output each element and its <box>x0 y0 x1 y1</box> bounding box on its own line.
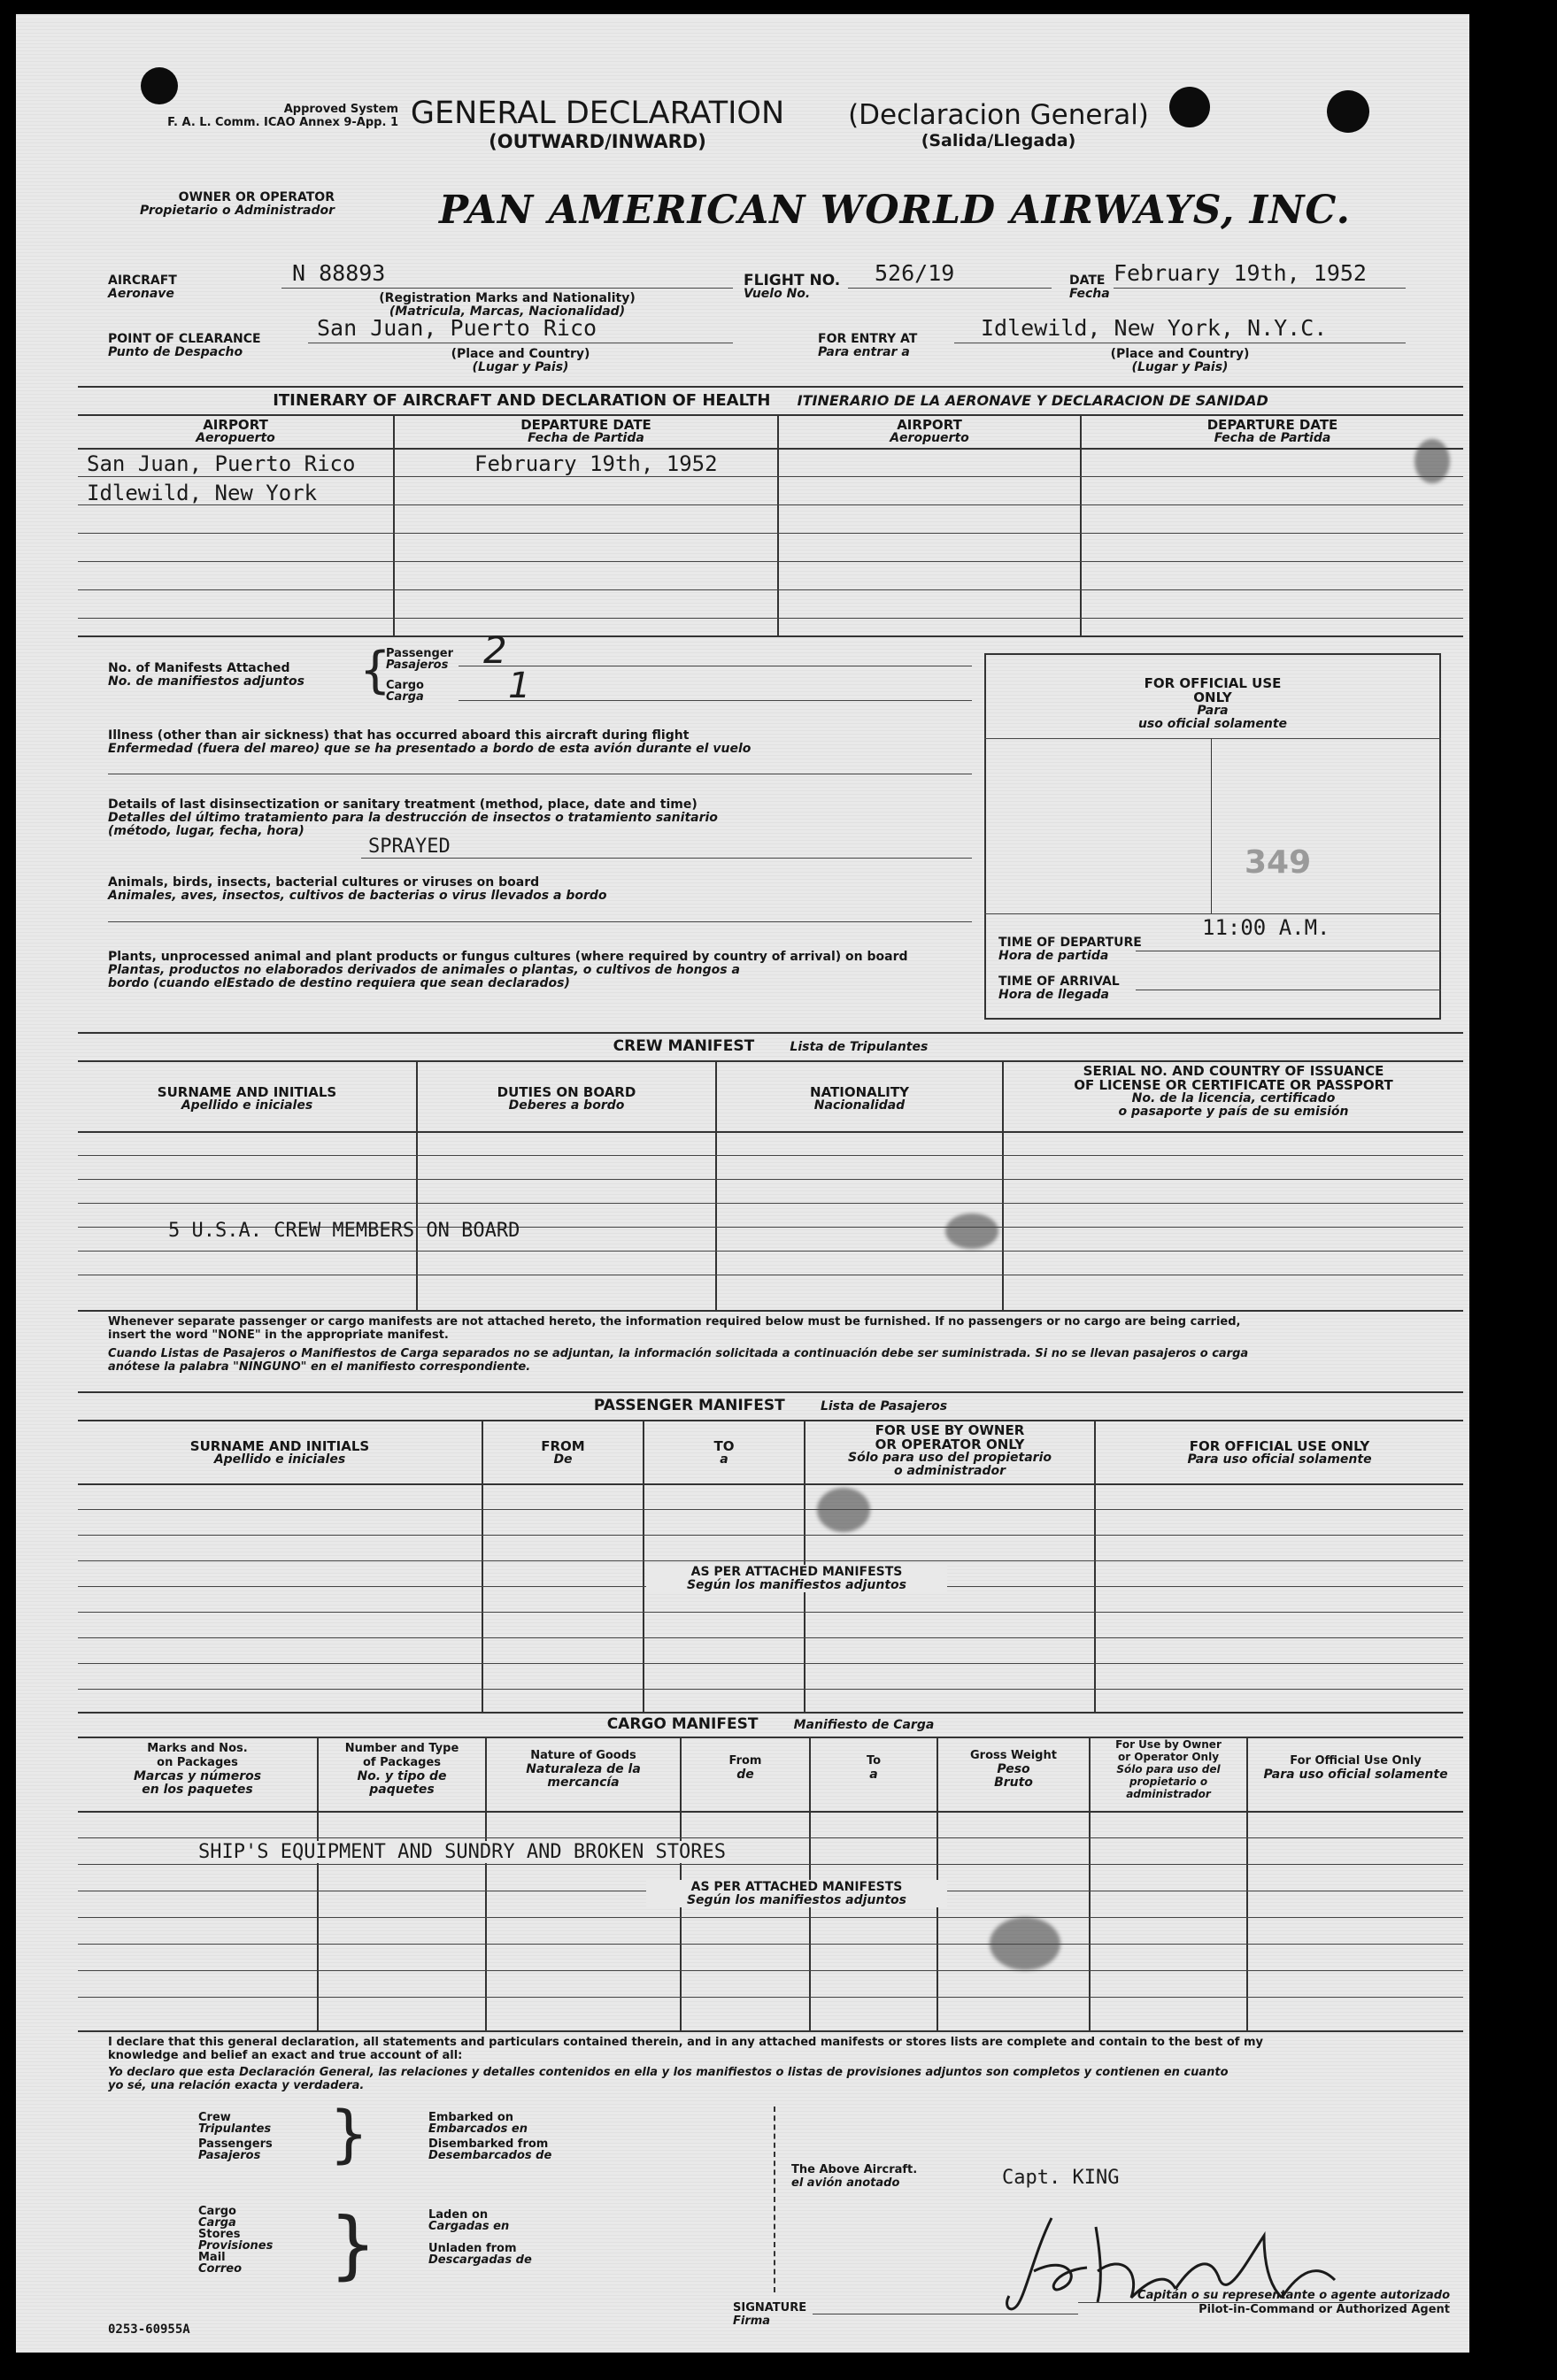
col-number-es1: No. y tipo de <box>357 1769 447 1783</box>
brace-icon: { <box>359 642 391 699</box>
decl-crew-label-es: Tripulantes <box>198 2122 272 2136</box>
ink-stain <box>817 1488 870 1532</box>
departure-time-label <box>998 936 1142 963</box>
itinerary-row1-airport: San Juan, Puerto Rico <box>87 451 356 476</box>
decl-cargo-label: Cargo <box>198 2205 236 2218</box>
owner-label-es: Propietario o Administrador <box>140 204 335 218</box>
col-departure: DEPARTURE DATE <box>1206 417 1338 433</box>
notice-es-1: Cuando Listas de Pasajeros o Manifiestos de Carga separados no se adjuntan, la información solicitada a continuación debe ser suministrada. Si no se llevan pasajeros o carga <box>108 1347 1249 1360</box>
decl-unladen-es: Descargadas de <box>428 2253 532 2267</box>
cargo-count: 1 <box>508 666 531 706</box>
crew-pax-labels <box>198 2112 273 2161</box>
flight-label <box>744 274 840 301</box>
itinerary-col-departure-1 <box>395 418 777 445</box>
decl-laden: Laden on <box>428 2208 489 2222</box>
itinerary-heading <box>78 391 1463 410</box>
captain-name: Capt. KING <box>1002 2167 1120 2189</box>
place-note-es: (Lugar y Pais) <box>472 360 569 374</box>
cargo-attached-es: Según los manifiestos adjuntos <box>686 1893 907 1907</box>
col-weight-es1: Peso <box>997 1762 1030 1776</box>
itinerary-col-airport-2 <box>779 418 1080 445</box>
notice-en-2: insert the word "NONE" in the appropriate manifest. <box>108 1329 449 1342</box>
col-serial-1: SERIAL NO. AND COUNTRY OF ISSUANCE <box>1083 1063 1384 1079</box>
official-label-en: FOR OFFICIAL USE ONLY <box>1144 675 1282 705</box>
declaration-statement <box>108 2036 1263 2092</box>
col-weight-es2: Bruto <box>994 1775 1033 1790</box>
decl-embarked: Embarked on <box>428 2111 514 2124</box>
itinerary-heading-en: ITINERARY OF AIRCRAFT AND DECLARATION OF HEALTH <box>273 391 771 410</box>
declaration-date: February 19th, 1952 <box>1114 260 1367 286</box>
pax-col-owner <box>805 1423 1094 1478</box>
col-serial-es1: No. de la licencia, certificado <box>1131 1091 1336 1105</box>
form-number: 0253-60955A <box>108 2322 190 2337</box>
registration-note-en: (Registration Marks and Nationality) <box>379 291 636 305</box>
brace-icon: } <box>329 2098 369 2170</box>
declaration-es-2: yo sé, una relación exacta y verdadera. <box>108 2079 365 2092</box>
disinsection-value: SPRAYED <box>368 836 451 858</box>
col-owner-1: For Use by Owner <box>1115 1738 1222 1751</box>
embarked-labels <box>428 2112 551 2161</box>
col-marks-es2: en los paquetes <box>142 1783 253 1797</box>
decl-passengers-label: Passengers <box>198 2137 273 2151</box>
operator-name: PAN AMERICAN WORLD AIRWAYS, INC. <box>439 188 1351 233</box>
cargo-attached-note <box>646 1880 947 1907</box>
cargo-col-nature <box>487 1749 680 1790</box>
above-aircraft-es: el avión anotado <box>791 2176 900 2190</box>
decl-laden-es: Cargadas en <box>428 2220 510 2233</box>
itinerary-col-airport-1 <box>78 418 393 445</box>
crew-heading-es: Lista de Tripulantes <box>790 1040 929 1054</box>
illness-label <box>108 729 751 756</box>
col-official-es: Para uso oficial solamente <box>1187 1452 1372 1467</box>
crew-col-nationality <box>717 1085 1002 1113</box>
col-to: To <box>866 1754 882 1768</box>
col-from-es: De <box>553 1452 573 1467</box>
col-to: TO <box>713 1438 735 1454</box>
col-number-1: Number and Type <box>344 1742 459 1755</box>
clearance-label-es: Punto de Despacho <box>108 345 243 359</box>
cargo-col-to <box>811 1754 937 1782</box>
arrival-time-label <box>998 975 1120 1002</box>
col-nature-es2: mercancía <box>547 1775 620 1790</box>
disinsection-label <box>108 798 718 838</box>
col-number-2: of Packages <box>362 1756 442 1769</box>
owner-label-block <box>96 191 335 218</box>
col-owner-es1: Sólo para uso del propietario <box>848 1451 1052 1465</box>
date-label-en: DATE <box>1069 273 1106 288</box>
pax-attached-es: Según los manifiestos adjuntos <box>686 1578 907 1592</box>
official-use-label <box>986 676 1439 731</box>
col-nationality-es: Nacionalidad <box>813 1098 906 1113</box>
col-to-es: a <box>720 1452 728 1467</box>
flight-label-es: Vuelo No. <box>744 287 811 301</box>
manifests-label <box>108 662 304 689</box>
departure-time: 11:00 A.M. <box>1202 915 1330 940</box>
crew-col-surname <box>78 1085 416 1113</box>
col-serial-es2: o pasaporte y país de su emisión <box>1118 1105 1349 1119</box>
entry-place-note <box>954 348 1406 374</box>
owner-label: OWNER OR OPERATOR <box>178 190 335 204</box>
above-aircraft-label <box>791 2163 917 2190</box>
col-surname-es: Apellido e iniciales <box>213 1452 346 1467</box>
title-block <box>398 96 797 152</box>
disinsection-label-en: Details of last disinsectization or sanitary treatment (method, place, date and time) <box>108 797 698 812</box>
entry-label-es: Para entrar a <box>818 345 910 359</box>
col-surname: SURNAME AND INITIALS <box>189 1438 370 1454</box>
date-label <box>1069 274 1110 301</box>
col-owner-1: FOR USE BY OWNER <box>875 1422 1025 1438</box>
col-duties: DUTIES ON BOARD <box>497 1084 636 1100</box>
cargo-stores-labels <box>198 2206 273 2275</box>
itinerary-heading-es: ITINERARIO DE LA AERONAVE Y DECLARACION DE SANIDAD <box>797 392 1268 409</box>
col-owner-es2: o administrador <box>893 1464 1006 1478</box>
page-subtitle: (OUTWARD/INWARD) <box>489 131 706 152</box>
cargo-count-label <box>386 680 424 703</box>
clearance-place-note <box>308 348 733 374</box>
plants-label <box>108 951 908 990</box>
cargo-heading-es: Manifiesto de Carga <box>793 1718 935 1732</box>
decl-unladen: Unladen from <box>428 2242 517 2255</box>
clearance-label <box>108 333 261 359</box>
passenger-label: Passenger <box>386 647 454 660</box>
decl-disembarked-es: Desembarcados de <box>428 2149 552 2162</box>
punch-hole <box>1327 90 1369 133</box>
agent-label-en: Pilot-in-Command or Authorized Agent <box>1199 2303 1450 2316</box>
col-official-es: Para uso oficial solamente <box>1263 1768 1448 1782</box>
flight-label-en: FLIGHT NO. <box>744 272 841 289</box>
official-label-es1: Para <box>1197 704 1229 718</box>
page-title: GENERAL DECLARATION <box>410 96 785 131</box>
pax-attached-note <box>646 1565 947 1592</box>
crew-col-serial <box>1004 1064 1463 1119</box>
approved-line-1: Approved System <box>283 103 398 116</box>
col-airport-es: Aeropuerto <box>890 431 969 445</box>
pax-col-from <box>483 1439 643 1467</box>
place-note-en: (Place and Country) <box>451 347 590 361</box>
cargo-entry: SHIP'S EQUIPMENT AND SUNDRY AND BROKEN STORES <box>198 1841 727 1863</box>
col-weight: Gross Weight <box>970 1749 1057 1762</box>
place-note-es: (Lugar y Pais) <box>1131 360 1229 374</box>
pax-col-to <box>644 1439 804 1467</box>
col-airport: AIRPORT <box>203 417 268 433</box>
official-label-es2: uso oficial solamente <box>1137 717 1288 731</box>
plants-label-es1: Plantas, productos no elaborados derivados de animales o plantas, o cultivos de hongos a <box>108 963 740 977</box>
declaration-en-1: I declare that this general declaration, all statements and particulars contained therein, and in any attached manifests or stores lists are complete and contain to the best of my <box>108 2036 1263 2049</box>
above-aircraft-en: The Above Aircraft. <box>791 2163 918 2176</box>
itinerary-row1-date: February 19th, 1952 <box>474 451 718 476</box>
signature-label-en: SIGNATURE <box>733 2301 807 2315</box>
approved-system-note <box>115 103 398 129</box>
col-owner-2: or Operator Only <box>1117 1751 1220 1763</box>
declaration-divider <box>774 2107 775 2292</box>
cargo-attached-en: AS PER ATTACHED MANIFESTS <box>690 1880 903 1894</box>
flight-number: 526/19 <box>875 260 955 286</box>
entry-label <box>818 333 917 359</box>
aircraft-label-es: Aeronave <box>108 287 174 301</box>
arrival-label-en: TIME OF ARRIVAL <box>998 974 1120 989</box>
general-declaration-form <box>16 14 1469 2353</box>
cargo-col-official <box>1248 1754 1463 1782</box>
manifests-label-en: No. of Manifests Attached <box>108 661 290 675</box>
col-nature-es1: Naturaleza de la <box>526 1762 641 1776</box>
punch-hole <box>141 67 178 104</box>
itinerary-row2-airport: Idlewild, New York <box>87 481 318 505</box>
page-title-es: (Declaracion General) <box>848 99 1149 131</box>
col-marks-es1: Marcas y números <box>133 1769 262 1783</box>
col-owner-es2: propietario o <box>1129 1775 1208 1788</box>
col-from: From <box>728 1754 762 1768</box>
cargo-heading-en: CARGO MANIFEST <box>606 1715 759 1733</box>
declaration-es-1: Yo declaro que esta Declaración General, las relaciones y detalles contenidos en ella y los manifiestos o listas de provisiones adjuntos son completos y contienen en cuanto <box>108 2066 1229 2079</box>
departure-label-es: Hora de partida <box>998 949 1109 963</box>
passenger-heading-es: Lista de Pasajeros <box>820 1399 948 1413</box>
cargo-col-marks <box>78 1742 317 1797</box>
decl-passengers-label-es: Pasajeros <box>198 2149 261 2162</box>
ink-stain <box>945 1213 998 1249</box>
col-nationality: NATIONALITY <box>810 1084 909 1100</box>
col-marks-1: Marks and Nos. <box>147 1742 248 1755</box>
col-to-es: a <box>869 1768 878 1782</box>
agent-label-es: Capitán o su representante o agente autorizado <box>1137 2289 1450 2302</box>
cargo-col-owner <box>1091 1738 1246 1800</box>
col-serial-2: OF LICENSE OR CERTIFICATE OR PASSPORT <box>1074 1077 1393 1093</box>
crew-heading <box>78 1037 1463 1055</box>
signature-label-es: Firma <box>733 2315 771 2328</box>
col-number-es2: paquetes <box>369 1783 435 1797</box>
passenger-count: 2 <box>483 628 507 672</box>
pax-attached-en: AS PER ATTACHED MANIFESTS <box>690 1565 903 1579</box>
col-nature-1: Nature of Goods <box>530 1749 636 1762</box>
agent-labels <box>1078 2289 1450 2316</box>
col-owner-es1: Sólo para uso del <box>1116 1763 1221 1775</box>
col-airport: AIRPORT <box>897 417 962 433</box>
col-owner-2: OR OPERATOR ONLY <box>875 1436 1025 1452</box>
manifests-label-es: No. de manifiestos adjuntos <box>108 674 304 689</box>
page-subtitle-es: (Salida/Llegada) <box>921 131 1076 150</box>
plants-label-es2: bordo (cuando elEstado de destino requiera que sean declarados) <box>108 976 570 990</box>
col-marks-2: on Packages <box>157 1756 238 1769</box>
decl-cargo-label-es: Carga <box>198 2216 236 2230</box>
col-departure-es: Fecha de Partida <box>528 431 644 445</box>
clearance-value: San Juan, Puerto Rico <box>317 315 597 341</box>
clearance-label-en: POINT OF CLEARANCE <box>108 332 261 346</box>
brace-icon: } <box>329 2201 377 2288</box>
cargo-col-from <box>682 1754 809 1782</box>
col-from-es: de <box>736 1768 754 1782</box>
col-surname-es: Apellido e iniciales <box>181 1098 313 1113</box>
notice-es-2: anótese la palabra "NINGUNO" en el manifiesto correspondiente. <box>108 1360 531 1374</box>
plants-label-en: Plants, unprocessed animal and plant products or fungus cultures (where required by country of arrival) on board <box>108 950 908 964</box>
signature-label <box>733 2301 806 2328</box>
decl-mail-label-es: Correo <box>198 2262 243 2276</box>
disinsection-label-es2: (método, lugar, fecha, hora) <box>108 824 304 838</box>
cargo-col-number <box>319 1742 485 1797</box>
decl-stores-label: Stores <box>198 2228 241 2241</box>
arrival-label-es: Hora de llegada <box>998 988 1109 1002</box>
title-block-es <box>821 99 1175 150</box>
aircraft-label <box>108 274 177 301</box>
declaration-en-2: knowledge and belief an exact and true account of all: <box>108 2049 463 2062</box>
passenger-count-label <box>386 648 453 671</box>
decl-crew-label: Crew <box>198 2111 231 2124</box>
registration-value: N 88893 <box>292 260 386 286</box>
entry-label-en: FOR ENTRY AT <box>818 332 918 346</box>
official-stamp-number: 349 <box>1245 844 1312 881</box>
decl-embarked-es: Embarcados en <box>428 2122 528 2136</box>
itinerary-col-departure-2 <box>1082 418 1463 445</box>
animals-label <box>108 876 607 903</box>
passenger-label-es: Pasajeros <box>386 659 449 672</box>
animals-label-en: Animals, birds, insects, bacterial cultures or viruses on board <box>108 875 540 890</box>
passenger-heading <box>78 1397 1463 1414</box>
col-departure-es: Fecha de Partida <box>1214 431 1331 445</box>
approved-line-2: F. A. L. Comm. ICAO Annex 9-App. 1 <box>167 116 398 129</box>
illness-label-es: Enfermedad (fuera del mareo) que se ha presentado a bordo de esta avión durante el vuelo <box>108 742 752 756</box>
date-label-es: Fecha <box>1069 287 1110 301</box>
decl-mail-label: Mail <box>198 2251 226 2264</box>
notice-en-1: Whenever separate passenger or cargo manifests are not attached hereto, the information required below must be furnished. If no passengers or no cargo are being carried, <box>108 1315 1241 1329</box>
col-surname: SURNAME AND INITIALS <box>157 1084 337 1100</box>
pax-col-official <box>1096 1439 1463 1467</box>
aircraft-label-en: AIRCRAFT <box>108 273 177 288</box>
entry-value: Idlewild, New York, N.Y.C. <box>981 315 1328 341</box>
laden-labels <box>428 2209 532 2266</box>
col-from: FROM <box>541 1438 585 1454</box>
departure-label-en: TIME OF DEPARTURE <box>998 936 1142 950</box>
col-airport-es: Aeropuerto <box>196 431 275 445</box>
manifest-notice <box>108 1315 1248 1374</box>
col-owner-es3: administrador <box>1126 1788 1211 1800</box>
pax-col-surname <box>78 1439 482 1467</box>
registration-note-es: (Matricula, Marcas, Nacionalidad) <box>389 304 626 319</box>
illness-label-en: Illness (other than air sickness) that has occurred aboard this aircraft during flight <box>108 728 690 743</box>
passenger-heading-en: PASSENGER MANIFEST <box>593 1397 785 1414</box>
cargo-col-weight <box>938 1749 1089 1790</box>
place-note-en: (Place and Country) <box>1110 347 1250 361</box>
decl-stores-label-es: Provisiones <box>198 2239 274 2253</box>
col-official: For Official Use Only <box>1290 1754 1422 1768</box>
cargo-label: Cargo <box>386 679 424 692</box>
col-departure: DEPARTURE DATE <box>520 417 651 433</box>
cargo-label-es: Carga <box>386 690 424 704</box>
cargo-heading <box>78 1715 1463 1733</box>
decl-disembarked: Disembarked from <box>428 2137 549 2151</box>
animals-label-es: Animales, aves, insectos, cultivos de bacterias o virus llevados a bordo <box>108 889 607 903</box>
col-duties-es: Deberes a bordo <box>508 1098 625 1113</box>
crew-heading-en: CREW MANIFEST <box>613 1037 755 1055</box>
crew-entry: 5 U.S.A. CREW MEMBERS ON BOARD <box>168 1220 520 1242</box>
col-official: FOR OFFICIAL USE ONLY <box>1189 1438 1370 1454</box>
crew-col-duties <box>418 1085 715 1113</box>
disinsection-label-es1: Detalles del último tratamiento para la destrucción de insectos o tratamiento sanitario <box>108 811 718 825</box>
